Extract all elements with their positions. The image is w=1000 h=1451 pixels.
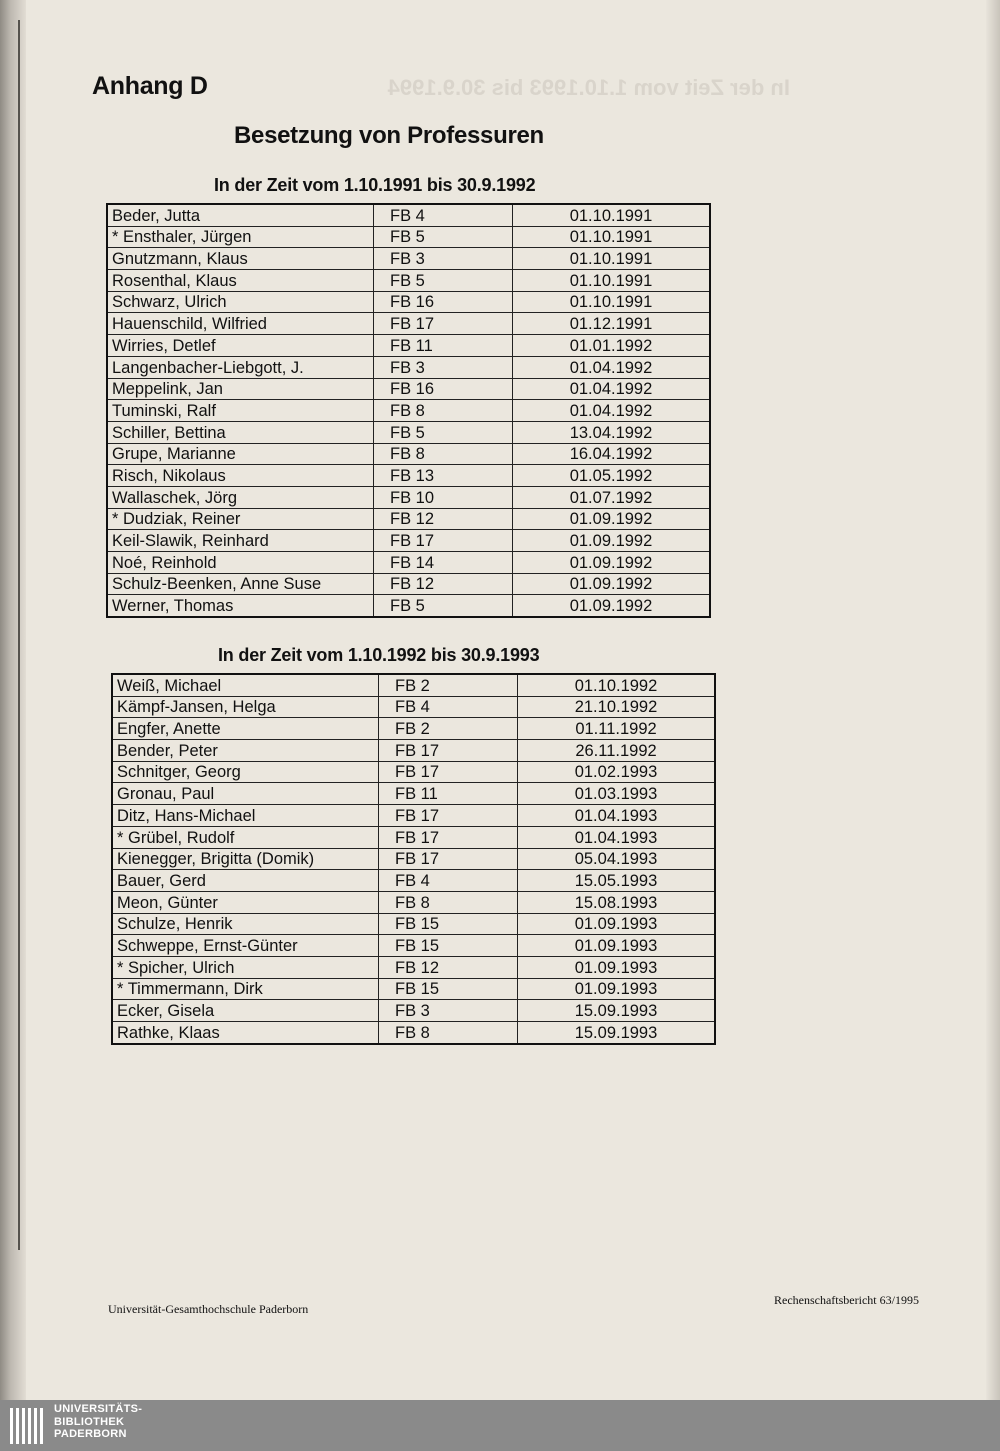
department: FB 17 — [379, 761, 518, 783]
appointment-date: 01.10.1991 — [513, 291, 711, 313]
appointment-date: 01.04.1993 — [518, 826, 716, 848]
library-logo-icon — [8, 1404, 48, 1448]
table-row — [107, 421, 710, 443]
department: FB 17 — [379, 805, 518, 827]
logo-line-1: UNIVERSITÄTS- — [54, 1403, 143, 1415]
department: FB 15 — [379, 913, 518, 935]
footer-institution: Universität-Gesamthochschule Paderborn — [108, 1302, 309, 1316]
appointment-date: 01.04.1992 — [513, 378, 711, 400]
table-row — [107, 508, 710, 530]
professor-name: Bauer, Gerd — [112, 870, 379, 892]
professor-name: Bender, Peter — [112, 740, 379, 762]
appendix-heading: Anhang D — [92, 72, 208, 100]
table-row — [112, 805, 715, 827]
appointment-date: 16.04.1992 — [513, 443, 711, 465]
professor-name: Hauenschild, Wilfried — [107, 313, 374, 335]
table-row — [107, 486, 710, 508]
professor-name: Werner, Thomas — [107, 595, 374, 617]
appointment-date: 01.09.1992 — [513, 508, 711, 530]
appointment-date: 13.04.1992 — [513, 421, 711, 443]
professor-name: Wallaschek, Jörg — [107, 486, 374, 508]
appointments-table-1991-1992 — [106, 203, 711, 618]
department: FB 8 — [379, 891, 518, 913]
appointment-date: 01.03.1993 — [518, 783, 716, 805]
table-row — [112, 783, 715, 805]
appointment-date: 21.10.1992 — [518, 696, 716, 718]
department: FB 17 — [374, 313, 513, 335]
department: FB 2 — [379, 718, 518, 740]
appointment-date: 15.09.1993 — [518, 1000, 716, 1022]
appointment-date: 01.10.1991 — [513, 226, 711, 248]
department: FB 16 — [374, 291, 513, 313]
professor-name: Meppelink, Jan — [107, 378, 374, 400]
department: FB 17 — [379, 740, 518, 762]
appointment-date: 01.09.1992 — [513, 552, 711, 574]
binding-line — [18, 20, 20, 1250]
appointment-date: 01.04.1992 — [513, 400, 711, 422]
page-title: Besetzung von Professuren — [234, 122, 544, 149]
table-row — [107, 378, 710, 400]
table-row — [107, 552, 710, 574]
appointment-date: 01.04.1993 — [518, 805, 716, 827]
department: FB 4 — [379, 870, 518, 892]
department: FB 17 — [379, 848, 518, 870]
department: FB 5 — [374, 226, 513, 248]
appointment-date: 01.09.1993 — [518, 978, 716, 1000]
appointment-date: 01.09.1992 — [513, 573, 711, 595]
table-row — [112, 870, 715, 892]
bleed-through-text: In der Zeit vom 1.10.1993 bis 30.9.1994 — [387, 75, 790, 100]
professor-name: Grupe, Marianne — [107, 443, 374, 465]
appointment-date: 26.11.1992 — [518, 740, 716, 762]
table-row — [112, 978, 715, 1000]
appointment-date: 01.11.1992 — [518, 718, 716, 740]
appointment-date: 01.09.1993 — [518, 956, 716, 978]
table-row — [112, 956, 715, 978]
professor-name: Ecker, Gisela — [112, 1000, 379, 1022]
logo-line-2: BIBLIOTHEK — [54, 1415, 125, 1428]
professor-name: * Timmermann, Dirk — [112, 978, 379, 1000]
professor-name: * Ensthaler, Jürgen — [107, 226, 374, 248]
appointment-date: 01.09.1993 — [518, 913, 716, 935]
department: FB 15 — [379, 978, 518, 1000]
professor-name: Schwarz, Ulrich — [107, 291, 374, 313]
professor-name: * Spicher, Ulrich — [112, 956, 379, 978]
appointment-date: 01.10.1991 — [513, 248, 711, 270]
appointment-date: 01.10.1991 — [513, 204, 711, 226]
appointment-date: 01.09.1992 — [513, 530, 711, 552]
table-row — [107, 226, 710, 248]
table-row — [107, 291, 710, 313]
table-row — [112, 891, 715, 913]
professor-name: Wirries, Detlef — [107, 335, 374, 357]
professor-name: Schulze, Henrik — [112, 913, 379, 935]
table-row — [112, 674, 715, 696]
table-row — [107, 573, 710, 595]
department: FB 5 — [374, 595, 513, 617]
footer-report: Rechenschaftsbericht 63/1995 — [774, 1293, 919, 1307]
appointment-date: 05.04.1993 — [518, 848, 716, 870]
department: FB 17 — [379, 826, 518, 848]
table-row — [112, 740, 715, 762]
table-row — [112, 826, 715, 848]
department: FB 4 — [379, 696, 518, 718]
appointment-date: 01.07.1992 — [513, 486, 711, 508]
professor-name: Gnutzmann, Klaus — [107, 248, 374, 270]
table-row — [107, 313, 710, 335]
professor-name: Langenbacher-Liebgott, J. — [107, 356, 374, 378]
table-row — [107, 356, 710, 378]
table-row — [107, 204, 710, 226]
table-row — [107, 595, 710, 617]
table-row — [107, 335, 710, 357]
appointment-date: 01.09.1993 — [518, 935, 716, 957]
professor-name: Engfer, Anette — [112, 718, 379, 740]
department: FB 10 — [374, 486, 513, 508]
appointments-table-1992-1993 — [111, 673, 716, 1045]
department: FB 16 — [374, 378, 513, 400]
table-row — [112, 848, 715, 870]
table-row — [107, 400, 710, 422]
department: FB 3 — [379, 1000, 518, 1022]
professor-name: Noé, Reinhold — [107, 552, 374, 574]
appointment-date: 01.12.1991 — [513, 313, 711, 335]
professor-name: Schiller, Bettina — [107, 421, 374, 443]
table-row — [112, 935, 715, 957]
department: FB 8 — [379, 1022, 518, 1044]
department: FB 12 — [374, 573, 513, 595]
table-row — [107, 248, 710, 270]
department: FB 17 — [374, 530, 513, 552]
table-row — [107, 270, 710, 292]
table-row — [112, 913, 715, 935]
department: FB 13 — [374, 465, 513, 487]
table-row — [107, 530, 710, 552]
table-row — [112, 761, 715, 783]
department: FB 3 — [374, 356, 513, 378]
department: FB 12 — [374, 508, 513, 530]
professor-name: Meon, Günter — [112, 891, 379, 913]
department: FB 15 — [379, 935, 518, 957]
library-bar — [0, 1400, 1000, 1451]
professor-name: Rathke, Klaas — [112, 1022, 379, 1044]
appointment-date: 01.10.1991 — [513, 270, 711, 292]
department: FB 8 — [374, 400, 513, 422]
table-row — [112, 1022, 715, 1044]
professor-name: Ditz, Hans-Michael — [112, 805, 379, 827]
professor-name: Schnitger, Georg — [112, 761, 379, 783]
professor-name: * Dudziak, Reiner — [107, 508, 374, 530]
table-row — [112, 696, 715, 718]
section-1-subtitle: In der Zeit vom 1.10.1991 bis 30.9.1992 — [214, 175, 536, 195]
department: FB 3 — [374, 248, 513, 270]
page-edge — [986, 0, 1000, 1400]
department: FB 5 — [374, 270, 513, 292]
table-row — [112, 1000, 715, 1022]
appointment-date: 15.05.1993 — [518, 870, 716, 892]
professor-name: Keil-Slawik, Reinhard — [107, 530, 374, 552]
appointment-date: 01.05.1992 — [513, 465, 711, 487]
appointment-date: 15.08.1993 — [518, 891, 716, 913]
page-binding-shadow — [0, 0, 26, 1400]
department: FB 11 — [374, 335, 513, 357]
professor-name: Gronau, Paul — [112, 783, 379, 805]
department: FB 8 — [374, 443, 513, 465]
professor-name: Beder, Jutta — [107, 204, 374, 226]
library-logo-text — [54, 1403, 142, 1441]
appointment-date: 01.09.1992 — [513, 595, 711, 617]
professor-name: Schweppe, Ernst-Günter — [112, 935, 379, 957]
professor-name: Weiß, Michael — [112, 674, 379, 696]
department: FB 5 — [374, 421, 513, 443]
table-row — [112, 718, 715, 740]
table-row — [107, 465, 710, 487]
appointment-date: 15.09.1993 — [518, 1022, 716, 1044]
department: FB 4 — [374, 204, 513, 226]
table-row — [107, 443, 710, 465]
professor-name: Kämpf-Jansen, Helga — [112, 696, 379, 718]
professor-name: Rosenthal, Klaus — [107, 270, 374, 292]
appointment-date: 01.02.1993 — [518, 761, 716, 783]
section-2-subtitle: In der Zeit vom 1.10.1992 bis 30.9.1993 — [218, 645, 540, 665]
department: FB 12 — [379, 956, 518, 978]
professor-name: Schulz-Beenken, Anne Suse — [107, 573, 374, 595]
department: FB 14 — [374, 552, 513, 574]
professor-name: Tuminski, Ralf — [107, 400, 374, 422]
professor-name: Risch, Nikolaus — [107, 465, 374, 487]
logo-line-3: PADERBORN — [54, 1428, 127, 1440]
professor-name: * Grübel, Rudolf — [112, 826, 379, 848]
appointment-date: 01.01.1992 — [513, 335, 711, 357]
department: FB 11 — [379, 783, 518, 805]
appointment-date: 01.04.1992 — [513, 356, 711, 378]
department: FB 2 — [379, 674, 518, 696]
professor-name: Kienegger, Brigitta (Domik) — [112, 848, 379, 870]
appointment-date: 01.10.1992 — [518, 674, 716, 696]
